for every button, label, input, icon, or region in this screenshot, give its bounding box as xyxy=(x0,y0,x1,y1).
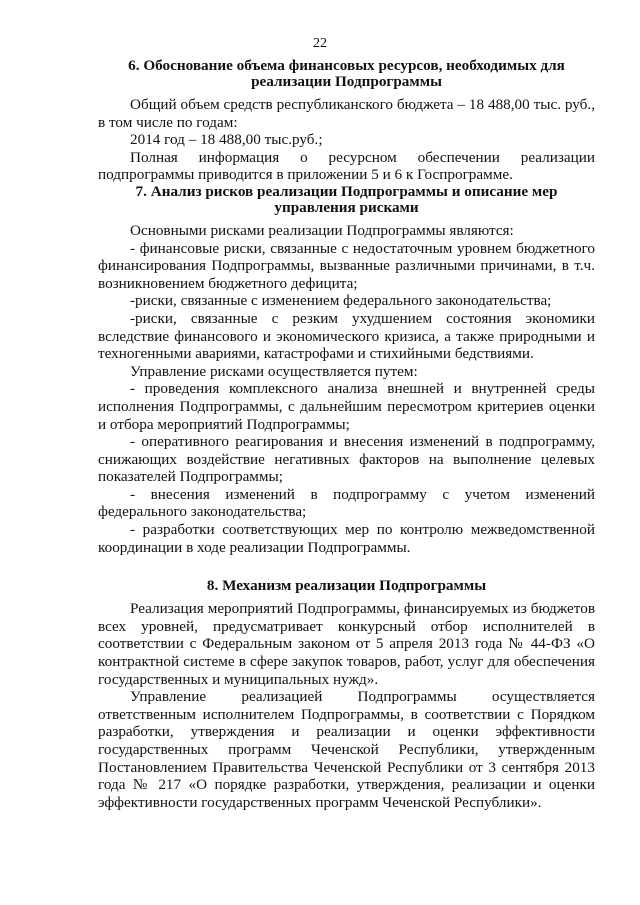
document-body xyxy=(98,58,595,811)
section-7-paragraph: -риски, связанные с резким ухудшением состояния экономики вследствие финансового и экономического кризиса, а также природными и техногенными авариями, катастрофами и стихийными бедствиями. xyxy=(98,309,595,363)
section-8-paragraph: Реализация мероприятий Подпрограммы, финансируемых из бюджетов всех уровней, предусматривает конкурсный отбор исполнителей в соответствии с Федеральным законом от 5 апреля 2013 года № 44-ФЗ «О контрактной системе в сфере закупок товаров, работ, услуг для обеспечения государственных и муниципальных нужд». xyxy=(98,600,595,688)
section-7-paragraph: - оперативного реагирования и внесения изменений в подпрограмму, снижающих воздействие негативных факторов на выполнение целевых показателей Подпрограммы; xyxy=(98,433,595,486)
page-number: 22 xyxy=(313,36,327,51)
section-8-paragraph: Управление реализацией Подпрограммы осуществляется ответственным исполнителем Подпрограммы, в соответствии с Порядком разработки, утверждения и реализации и оценки эффективности государственных программ Чеченской Республики, утвержденным Постановлением Правительства Чеченской Республики от 3 сентября 2013 года № 217 «О порядке разработки, утверждения, реализации и оценки эффективности государственных программ Чеченской Республики». xyxy=(98,688,595,811)
section-6-paragraph: Полная информация о ресурсном обеспечении реализации подпрограммы приводится в приложении 5 и 6 к Госпрограмме. xyxy=(98,148,595,184)
section-7-paragraph: - разработки соответствующих мер по контролю межведомственной координации в ходе реализации Подпрограммы. xyxy=(98,521,595,556)
section-6-paragraph: 2014 год – 18 488,00 тыс.руб.; xyxy=(130,131,323,149)
section-6-heading: 6. Обоснование объема финансовых ресурсов, необходимых для реализации Подпрограммы xyxy=(128,57,565,90)
section-7-paragraph: Управление рисками осуществляется путем: xyxy=(130,362,418,380)
section-8-heading: 8. Механизм реализации Подпрограммы xyxy=(206,577,487,595)
section-7-paragraph: Основными рисками реализации Подпрограммы являются: xyxy=(130,221,514,239)
section-7-paragraph: -риски, связанные с изменением федерального законодательства; xyxy=(130,292,552,310)
section-7-heading: 7. Анализ рисков реализации Подпрограммы и описание мер управления рисками xyxy=(135,182,558,216)
section-7-paragraph: - проведения комплексного анализа внешней и внутренней среды исполнения Подпрограммы, с дальнейшим пересмотром критериев оценки и отбора мероприятий Подпрограммы; xyxy=(98,380,595,433)
section-7-paragraph: - финансовые риски, связанные с недостаточным уровнем бюджетного финансирования Подпрограммы, вызванные различными причинами, в т.ч. возникновением бюджетного дефицита; xyxy=(98,239,595,292)
section-7-paragraph: - внесения изменений в подпрограмму с учетом изменений федерального законодательства; xyxy=(98,485,595,521)
section-6-paragraph: Общий объем средств республиканского бюджета – 18 488,00 тыс. руб., в том числе по годам: xyxy=(98,96,595,131)
